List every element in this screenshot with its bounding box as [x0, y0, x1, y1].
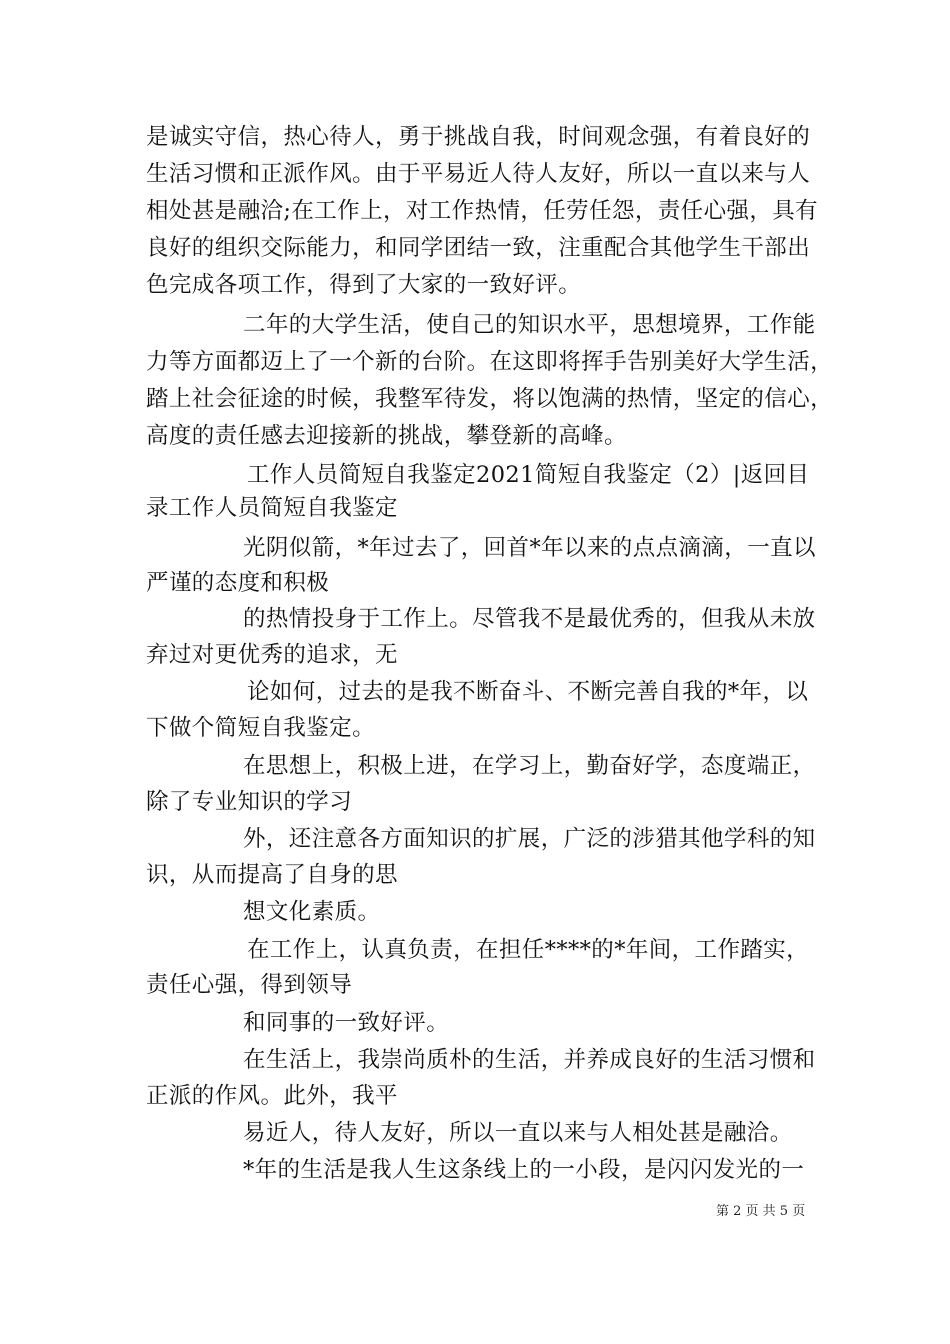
- text-line: *年的生活是我人生这条线上的一小段，是闪闪发光的一: [243, 1157, 805, 1183]
- text-line: 光阴似箭，*年过去了，回首*年以来的点点滴滴，一直以: [243, 535, 816, 561]
- text-line: 想文化素质。: [243, 899, 381, 925]
- text-line: 下做个简短自我鉴定。: [146, 715, 376, 741]
- text-line: 力等方面都迈上了一个新的台阶。在这即将挥手告别美好大学生活，: [146, 349, 834, 375]
- text-line: 正派的作风。此外，我平: [146, 1083, 398, 1109]
- text-line: 识，从而提高了自身的思: [146, 862, 398, 888]
- text-line: 严谨的态度和积极: [146, 570, 330, 596]
- text-line: 生活习惯和正派作风。由于平易近人待人友好，所以一直以来与人: [146, 161, 811, 187]
- text-line: 的热情投身于工作上。尽管我不是最优秀的，但我从未放: [243, 606, 816, 632]
- text-line: 色完成各项工作，得到了大家的一致好评。: [146, 272, 582, 298]
- text-line: 和同事的一致好评。: [243, 1010, 450, 1036]
- text-line: 在思想上，积极上进，在学习上，勤奋好学，态度端正，: [243, 753, 816, 779]
- section-heading: 工作人员简短自我鉴定2021简短自我鉴定（2）|返回目: [247, 462, 810, 488]
- text-line: 踏上社会征途的时候，我整军待发，将以饱满的热情，坚定的信心，: [146, 386, 834, 412]
- text-line: 论如何，过去的是我不断奋斗、不断完善自我的*年，以: [247, 679, 809, 705]
- text-line: 在生活上，我崇尚质朴的生活，并养成良好的生活习惯和: [243, 1047, 816, 1073]
- page-number: 第 2 页 共 5 页: [716, 1204, 806, 1219]
- text-line: 二年的大学生活，使自己的知识水平，思想境界，工作能: [243, 312, 816, 338]
- text-line: 良好的组织交际能力，和同学团结一致，注重配合其他学生干部出: [146, 235, 811, 261]
- text-line: 易近人，待人友好，所以一直以来与人相处甚是融洽。: [243, 1120, 793, 1146]
- text-line: 高度的责任感去迎接新的挑战，攀登新的高峰。: [146, 423, 627, 449]
- text-line: 责任心强，得到领导: [146, 972, 353, 998]
- text-line: 除了专业知识的学习: [146, 789, 353, 815]
- section-heading: 录工作人员简短自我鉴定: [146, 495, 398, 521]
- text-line: 外，还注意各方面知识的扩展，广泛的涉猎其他学科的知: [243, 826, 816, 852]
- text-line: 在工作上，认真负责，在担任****的*年间，工作踏实，: [247, 937, 810, 963]
- text-line: 弃过对更优秀的追求，无: [146, 642, 398, 668]
- text-line: 是诚实守信，热心待人，勇于挑战自我，时间观念强，有着良好的: [146, 124, 811, 150]
- text-line: 相处甚是融洽;在工作上，对工作热情，任劳任怨，责任心强，具有: [146, 198, 819, 224]
